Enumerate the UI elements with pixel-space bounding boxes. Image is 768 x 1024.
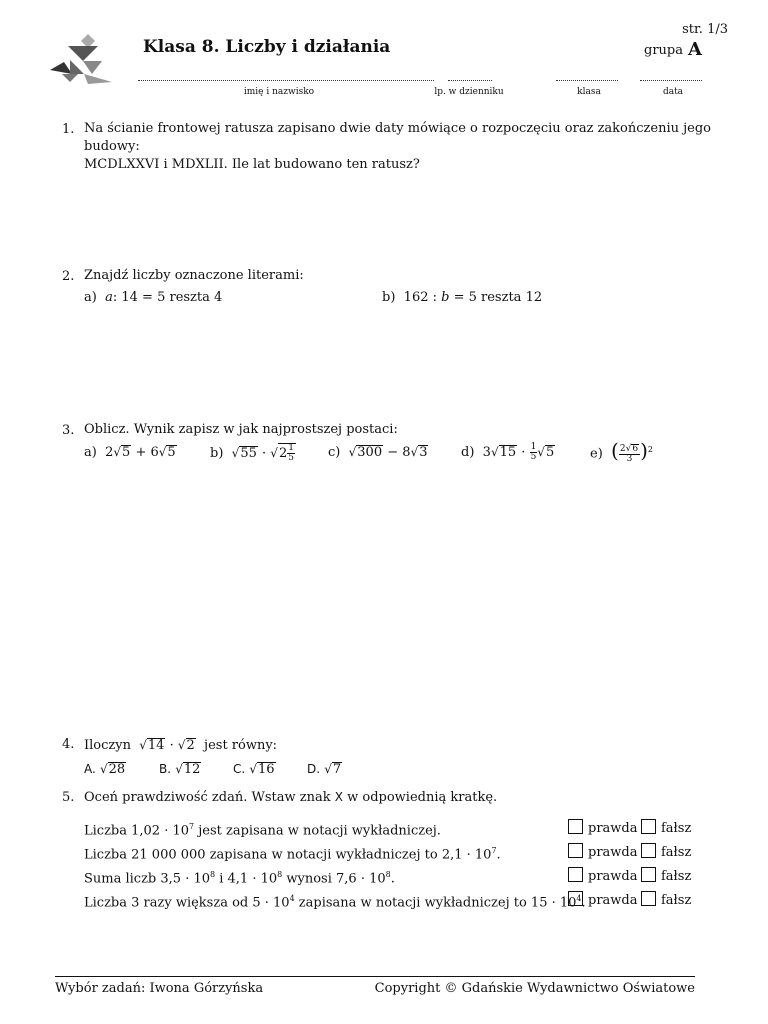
q5-statement-3: Suma liczb $3,5 \cdot 10^8$ i $4,1 \cdot 10^8$ wynosi $7,6 \cdot 10^8$.: [84, 870, 395, 887]
q4-option-b[interactable]: B. √12: [159, 762, 201, 777]
group-label: grupa: [644, 43, 683, 58]
date-label: data: [662, 87, 684, 97]
q5-row-4-false[interactable]: fałsz: [641, 891, 691, 909]
date-field[interactable]: [640, 70, 702, 81]
q4-option-d[interactable]: D. √7: [307, 762, 342, 777]
q5-row-1-false[interactable]: fałsz: [641, 819, 691, 837]
register-number-field[interactable]: [448, 70, 492, 81]
register-number-label: lp. w dzienniku: [434, 87, 504, 97]
q2-a: a) a: 14 = 5 reszta 4: [84, 290, 223, 305]
q3-a: a) 2√5 + 6√5: [84, 445, 176, 460]
q3-text: Oblicz. Wynik zapisz w jak najprostszej postaci:: [84, 422, 398, 437]
q4-option-a[interactable]: A. √28: [84, 762, 126, 777]
q2-number: 2.: [62, 269, 75, 284]
q5-number: 5.: [62, 790, 75, 805]
q5-statement-1: Liczba $1,02 \cdot 10^7$ jest zapisana w notacji wykładniczej.: [84, 822, 441, 839]
q3-d: d) 3√15 · $\frac{1}{5}$ √5: [461, 442, 555, 462]
footer-author: Wybór zadań: Iwona Górzyńska: [55, 981, 264, 996]
q5-row-3-false[interactable]: fałsz: [641, 867, 691, 885]
q5-statement-2: Liczba 21 000 000 zapisana w notacji wykładniczej to $2,1 \cdot 10^7$.: [84, 846, 501, 863]
q1-number: 1.: [62, 122, 75, 137]
page-number: str. 1/3: [682, 22, 728, 37]
tangram-logo: [48, 34, 112, 88]
q5-text: Oceń prawdziwość zdań. Wstaw znak X w odpowiednią kratkę.: [84, 790, 498, 805]
q2-b: b) 162 : b = 5 reszta 12: [382, 290, 543, 305]
q1-text: Na ścianie frontowej ratusza zapisano dwie daty mówiące o rozpoczęciu oraz zakończeniu jego budowy: MCDLXXVI i MDXLII. Ile lat budowano ten ratusz?: [84, 121, 711, 172]
q5-row-4-true[interactable]: prawda: [568, 891, 638, 909]
q5-row-3-true[interactable]: prawda: [568, 867, 638, 885]
q4-option-c[interactable]: C. √16: [233, 762, 275, 777]
q3-number: 3.: [62, 423, 75, 438]
q3-e: e) ( $\frac{2√6}{3}$ )$^2$: [590, 438, 653, 464]
class-field[interactable]: [556, 70, 618, 81]
q3-c: c) √300 − 8√3: [328, 445, 428, 460]
class-label: klasa: [577, 87, 601, 97]
footer-copyright: Copyright © Gdańskie Wydawnictwo Oświatowe: [374, 981, 695, 996]
q4-text: Iloczyn √14 · √2 jest równy:: [84, 738, 278, 753]
q5-row-2-true[interactable]: prawda: [568, 843, 638, 861]
footer-divider: [55, 976, 695, 977]
group-letter: A: [688, 39, 702, 60]
q5-row-2-false[interactable]: fałsz: [641, 843, 691, 861]
q2-text: Znajdź liczby oznaczone literami:: [84, 268, 304, 283]
q5-statement-4: Liczba 3 razy większa od $5 \cdot 10^4$ zapisana w notacji wykładniczej to $15 \cdot 10^4$.: [84, 894, 586, 911]
page-title: Klasa 8. Liczby i działania: [143, 37, 391, 57]
q5-row-1-true[interactable]: prawda: [568, 819, 638, 837]
q4-number: 4.: [62, 737, 75, 752]
name-field[interactable]: [138, 70, 434, 81]
name-field-label: imię i nazwisko: [243, 87, 315, 97]
q3-b: b) √55 · √2 $\frac{1}{5}$: [210, 443, 294, 463]
